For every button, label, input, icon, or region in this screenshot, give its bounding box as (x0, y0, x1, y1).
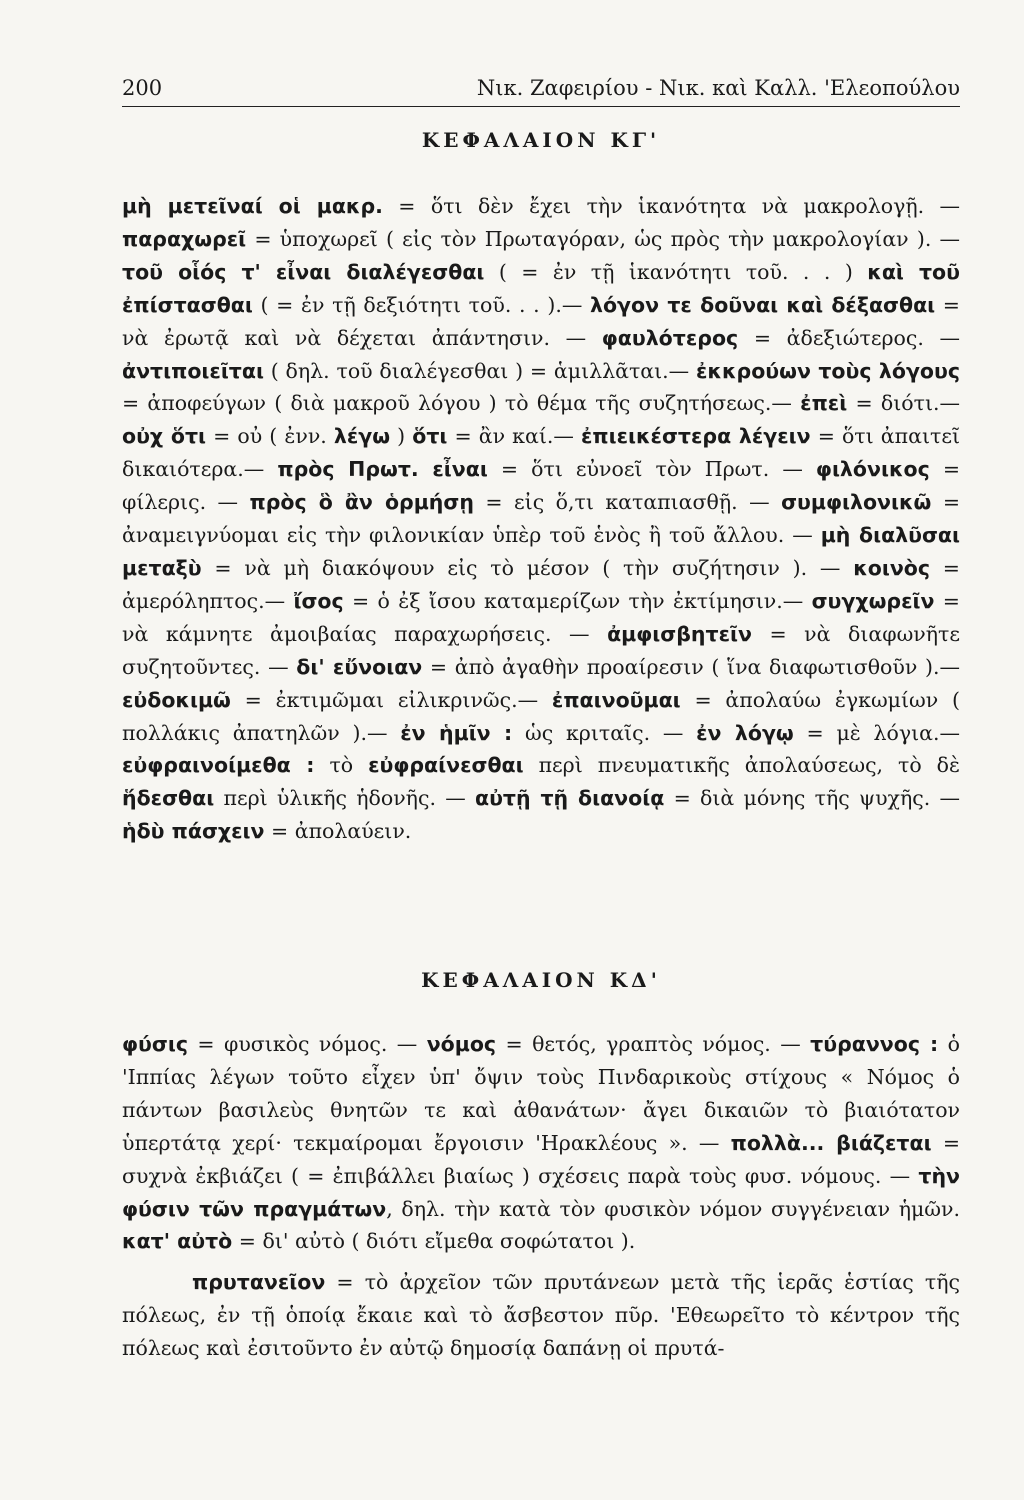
lemma-term: ἴσος (293, 588, 344, 613)
chapter-heading: ΚΕΦΑΛΑΙΟΝ ΚΓ' (421, 128, 661, 152)
lemma-term: πολλὰ... βιάζεται (730, 1130, 932, 1155)
gloss-text: τὸ (314, 753, 369, 778)
gloss-text: = νὰ κάμνητε ἀμοιβαίας παραχωρήσεις. — (122, 588, 960, 646)
lemma-term: ὅτι (412, 424, 448, 449)
lemma-term: πρυτανεῖον (192, 1270, 326, 1295)
lemma-term: φιλόνικος (815, 457, 930, 482)
gloss-text: = ἀποφεύγων ( διὰ μακροῦ λόγου ) τὸ θέμα τῆς συζητήσεως.— (122, 391, 801, 416)
lemma-term: ἐκκρούων τοὺς λόγους (695, 358, 960, 383)
gloss-text: = ἀπολαύειν. (264, 819, 412, 844)
gloss-text: περὶ ὑλικῆς ἡδονῆς. — (214, 786, 475, 811)
gloss-text: = ἂν καί.— (447, 424, 581, 449)
chapter-heading: ΚΕΦΑΛΑΙΟΝ ΚΔ' (421, 968, 661, 992)
glossary-paragraph (122, 1266, 960, 1365)
lemma-term: εὐδοκιμῶ (122, 687, 231, 712)
lemma-term: φαυλότερος (601, 325, 739, 350)
lemma-term: ἐν ἡμῖν : (400, 720, 513, 745)
lemma-term: αὐτῇ τῇ διανοίᾳ (474, 786, 665, 811)
running-header (122, 72, 960, 107)
lemma-term: κατ' αὐτὸ (122, 1229, 233, 1254)
glossary-paragraph (122, 1028, 960, 1258)
lemma-term: ἐπαινοῦμαι (551, 687, 681, 712)
gloss-text: = ὅτι εὐνοεῖ τὸν Πρωτ. — (487, 457, 816, 482)
chapter-24 (122, 968, 960, 1365)
gloss-text: = οὐ ( ἐνν. (206, 424, 334, 449)
lemma-term: πρὸς ὃ ἂν ὁρμήσῃ (249, 490, 474, 515)
lemma-term: ἀμφισβητεῖν (607, 621, 752, 646)
lemma-term: ἐν λόγῳ (696, 720, 794, 745)
lemma-term: καὶ τοῦ ἐπίστασθαι (122, 259, 960, 317)
gloss-text: = ὅτι ἀπαιτεῖ δικαιότερα.— (122, 424, 960, 482)
gloss-text: = εἰς ὅ,τι καταπιασθῇ. — (473, 490, 782, 515)
gloss-text: ( = ἐν τῇ δεξιότητι τοῦ. . . ).— (252, 292, 590, 317)
lemma-term: συγχωρεῖν (811, 588, 935, 613)
lemma-term: πρὸς Πρωτ. εἶναι (277, 457, 488, 482)
gloss-text: = νὰ ἐρωτᾷ καὶ νὰ δέχεται ἀπάντησιν. — (122, 292, 960, 350)
gloss-text: = ὑποχωρεῖ ( εἰς τὸν Πρωταγόραν, ὡς πρὸς τὴν μακρολογίαν ). — (246, 226, 960, 251)
lemma-term: τύραννος : (810, 1032, 939, 1056)
lemma-term: μὴ διαλῦσαι μεταξὺ (122, 523, 961, 580)
lemma-term: εὐφραίνεσθαι (368, 753, 524, 778)
gloss-text: = ἀμερόληπτος.— (122, 555, 960, 613)
page-number: 200 (122, 76, 163, 100)
lemma-term: ἐπιεικέστερα λέγειν (580, 424, 811, 449)
gloss-text: = νὰ μὴ διακόψουν εἰς τὸ μέσον ( τὴν συζήτησιν ). — (201, 555, 854, 580)
lemma-term: τοῦ οἷός τ' εἶναι διαλέγεσθαι (122, 259, 485, 284)
gloss-text: = διότι.— (847, 391, 961, 416)
lemma-term: δι' εὔνοιαν (296, 654, 423, 679)
gloss-text: = νὰ διαφωνῆτε συζητοῦντες. — (122, 621, 960, 679)
gloss-text: ( δηλ. τοῦ διαλέγεσθαι ) = ἁμιλλᾶται.— (263, 358, 696, 383)
chapter-23 (122, 128, 960, 848)
gloss-text: = τὸ ἀρχεῖον τῶν πρυτάνεων μετὰ τῆς ἱερᾶς ἑστίας τῆς πόλεως, ἐν τῇ ὁποίᾳ ἔκαιε καὶ τὸ ἄσβεστον πῦρ. 'Εθεωρεῖτο τὸ κέντρον τῆς πόλεως καὶ ἐσιτοῦντο ἐν αὐτῷ δημοσίᾳ δαπάνῃ οἱ πρυτά- (122, 1270, 960, 1361)
glossary-paragraph (122, 190, 960, 848)
lemma-term: νόμος (426, 1032, 497, 1056)
gloss-text: ὁ 'Ιππίας λέγων τοῦτο εἶχεν ὑπ' ὄψιν τοὺς Πινδαρικοὺς στίχους « Νόμος ὁ πάντων βασιλεὺς θνητῶν τε καὶ ἀθανάτων· ἄγει δικαιῶν τὸ βιαιότατον ὑπερτάτᾳ χερί· τεκμαίρομαι ἔργοισιν 'Ηρακλέους ». — (122, 1032, 961, 1155)
running-title: Νικ. Ζαφειρίου - Νικ. καὶ Καλλ. 'Ελεοπούλου (476, 76, 960, 100)
gloss-text: = ὅτι δὲν ἔχει τὴν ἱκανότητα νὰ μακρολογῇ. — (382, 194, 960, 218)
gloss-text: = θετός, γραπτὸς νόμος. — (496, 1032, 811, 1056)
gloss-text: ὡς κριταῖς. — (512, 720, 697, 745)
lemma-term: ἥδεσθαι (122, 786, 215, 811)
gloss-text: = ὁ ἐξ ἴσου καταμερίζων τὴν ἐκτίμησιν.— (343, 588, 812, 613)
lemma-term: φύσις (122, 1032, 188, 1056)
gloss-text: = ἀπολαύω ἐγκωμίων ( πολλάκις ἀπατηλῶν ).— (122, 687, 960, 745)
lemma-term: συμφιλονικῶ (781, 490, 932, 515)
lemma-term: λόγον τε δοῦναι καὶ δέξασθαι (590, 292, 936, 317)
lemma-term: τὴν φύσιν τῶν πραγμάτων (122, 1163, 960, 1221)
gloss-text: = φίλερις. — (122, 457, 960, 515)
lemma-term: οὐχ ὅτι (122, 424, 207, 449)
gloss-text: = ἀναμειγνύομαι εἰς τὴν φιλονικίαν ὑπὲρ τοῦ ἑνὸς ἢ τοῦ ἄλλου. — (122, 490, 961, 548)
lemma-term: κοινὸς (853, 555, 931, 580)
gloss-text: , δηλ. τὴν κατὰ τὸν φυσικὸν νόμον συγγένειαν ἡμῶν. (386, 1196, 960, 1221)
lemma-term: ἐπεὶ (800, 391, 848, 416)
lemma-term: ἡδὺ πάσχειν (122, 819, 265, 844)
gloss-text: = φυσικὸς νόμος. — (187, 1032, 427, 1056)
gloss-text: περὶ πνευματικῆς ἀπολαύσεως, τὸ δὲ (523, 753, 960, 778)
lemma-term: μὴ μετεῖναί οἱ μακρ. (122, 194, 383, 218)
gloss-text: ( = ἐν τῇ ἱκανότητι τοῦ. . . ) (484, 259, 868, 284)
gloss-text: = δι' αὐτὸ ( διότι εἴμεθα σοφώτατοι ). (232, 1229, 636, 1254)
gloss-text: = ἀπὸ ἀγαθὴν προαίρεσιν ( ἵνα διαφωτισθοῦν ).— (422, 654, 961, 679)
lemma-term: ἀντιποιεῖται (122, 358, 264, 383)
gloss-text: = ἐκτιμῶμαι εἰλικρινῶς.— (230, 687, 552, 712)
gloss-text: = διὰ μόνης τῆς ψυχῆς. — (664, 786, 961, 811)
lemma-term: λέγω (333, 424, 391, 449)
lemma-term: παραχωρεῖ (122, 226, 247, 251)
lemma-term: εὐφραινοίμεθα : (122, 753, 315, 778)
gloss-text: = συχνὰ ἐκβιάζει ( = ἐπιβάλλει βιαίως ) σχέσεις παρὰ τοὺς φυσ. νόμους. — (122, 1130, 960, 1188)
gloss-text: ) (390, 424, 413, 449)
gloss-text: = μὲ λόγια.— (793, 720, 961, 745)
gloss-text: = ἀδεξιώτερος. — (738, 325, 960, 350)
